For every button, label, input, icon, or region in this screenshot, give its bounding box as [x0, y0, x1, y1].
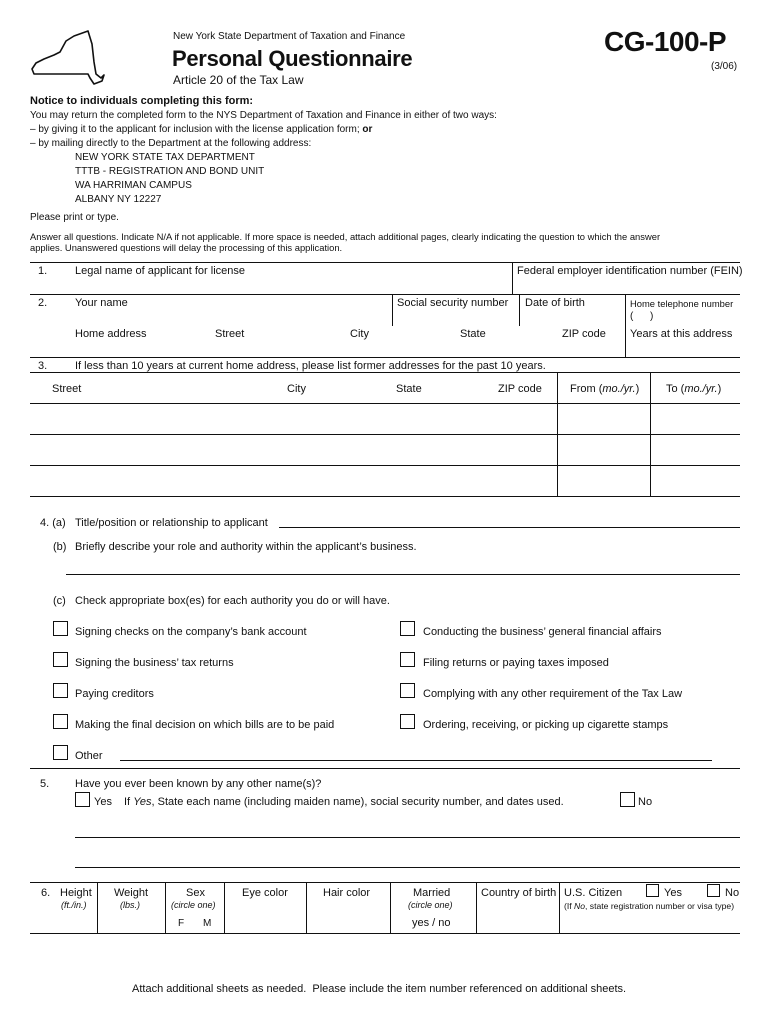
rule	[476, 882, 477, 933]
other-names-no-label: No	[638, 796, 653, 808]
rule	[279, 527, 740, 528]
rule	[30, 882, 740, 883]
rule	[557, 372, 558, 496]
if-yes-word: Yes	[133, 796, 152, 808]
home-phone-label: Home telephone number	[630, 298, 734, 309]
citizen-no-checkbox[interactable]	[707, 884, 720, 897]
rule	[75, 837, 740, 838]
q4c-marker: (c)	[53, 595, 66, 607]
col-zip: ZIP code	[498, 383, 542, 395]
eye-color-label: Eye color	[242, 887, 288, 899]
q2-number: 2.	[38, 297, 48, 309]
years-at-address-input[interactable]	[630, 342, 738, 355]
height-input[interactable]	[40, 915, 94, 929]
q5-number: 5.	[40, 778, 50, 790]
weight-label: Weight	[114, 887, 149, 899]
sex-note: (circle one)	[171, 900, 216, 910]
rule	[390, 882, 391, 933]
rule	[625, 294, 626, 357]
q4-number: 4. (a)	[40, 517, 66, 529]
cigarette-stamps-label: Ordering, receiving, or picking up cigarette stamps	[423, 719, 669, 731]
rule	[75, 867, 740, 868]
q4b-marker: (b)	[53, 541, 67, 553]
rule	[30, 933, 740, 934]
paying-creditors-label: Paying creditors	[75, 688, 154, 700]
role-description-input[interactable]	[68, 558, 738, 573]
country-of-birth-label: Country of birth	[481, 887, 557, 899]
rule	[519, 294, 520, 326]
signing-checks-checkbox[interactable]	[53, 621, 68, 636]
answer-instruction-2: applies. Unanswered questions will delay the processing of this application.	[30, 242, 343, 253]
years-at-address-label: Years at this address	[630, 328, 733, 340]
address-line-4: ALBANY NY 12227	[75, 194, 162, 205]
other-checkbox[interactable]	[53, 745, 68, 760]
q5-label: Have you ever been known by any other name(s)?	[75, 778, 322, 790]
former-address-row-2-input[interactable]	[34, 443, 552, 458]
if-word: If	[124, 796, 131, 808]
col-city: City	[287, 383, 306, 395]
citizen-yes-checkbox[interactable]	[646, 884, 659, 897]
married-options[interactable]: yes / no	[412, 917, 451, 929]
form-number: CG-100-P	[604, 26, 727, 57]
street-label: Street	[215, 328, 245, 340]
rule	[306, 882, 307, 933]
home-address-label: Home address	[75, 328, 147, 340]
q1-number: 1.	[38, 265, 48, 277]
rule	[30, 372, 740, 373]
weight-input[interactable]	[101, 915, 161, 929]
other-authority-input[interactable]	[122, 745, 710, 759]
citizen-yes-label: Yes	[664, 887, 682, 899]
sex-option-m[interactable]: M	[203, 918, 212, 929]
print-instruction: Please print or type.	[30, 212, 119, 223]
paying-creditors-checkbox[interactable]	[53, 683, 68, 698]
sex-option-f[interactable]: F	[178, 918, 185, 929]
fein-label: Federal employer identification number (FEIN)	[517, 265, 743, 277]
home-phone-input[interactable]	[660, 311, 738, 324]
final-decision-bills-checkbox[interactable]	[53, 714, 68, 729]
rule	[30, 403, 740, 404]
home-address-input[interactable]	[75, 342, 620, 355]
phone-area-code: ( )	[630, 311, 654, 322]
rule	[165, 882, 166, 933]
city-label: City	[350, 328, 369, 340]
form-title: Personal Questionnaire	[172, 46, 413, 71]
eye-color-input[interactable]	[229, 915, 302, 929]
rule	[512, 262, 513, 294]
complying-tax-law-checkbox[interactable]	[400, 683, 415, 698]
address-line-2: TTTB - REGISTRATION AND BOND UNIT	[75, 166, 265, 177]
citizen-note-text: , state registration number or visa type)	[585, 901, 735, 911]
title-position-input[interactable]	[282, 512, 737, 526]
notice-or: or	[362, 124, 373, 135]
citizen-note	[564, 901, 734, 911]
rule	[30, 434, 740, 435]
citizen-note-no: No	[574, 901, 586, 911]
former-address-row-2-from-input[interactable]	[562, 443, 646, 458]
dob-input[interactable]	[525, 311, 621, 324]
footer-note: Attach additional sheets as needed. Please include the item number referenced on additional sheets.	[132, 983, 627, 995]
col-from-prefix: From (	[570, 383, 603, 395]
other-names-no-checkbox[interactable]	[620, 792, 635, 807]
hair-color-input[interactable]	[311, 915, 386, 929]
notice-heading: Notice to individuals completing this form:	[30, 95, 254, 107]
rule	[30, 496, 740, 497]
rule	[559, 882, 560, 933]
ssn-label: Social security number	[397, 297, 509, 309]
form-revision: (3/06)	[711, 61, 738, 72]
general-financial-affairs-checkbox[interactable]	[400, 621, 415, 636]
former-address-row-3-input[interactable]	[34, 474, 552, 489]
other-names-yes-checkbox[interactable]	[75, 792, 90, 807]
col-from-unit: mo./yr.	[602, 383, 636, 395]
notice-option-1-text: – by giving it to the applicant for inclusion with the license application form;	[30, 124, 360, 135]
col-to-prefix: To (	[666, 383, 685, 395]
rule	[392, 294, 393, 326]
other-names-yes-label: Yes	[94, 796, 112, 808]
rule	[650, 372, 651, 496]
col-street: Street	[52, 383, 82, 395]
signing-checks-label: Signing checks on the company’s bank account	[75, 626, 307, 638]
former-address-row-2-to-input[interactable]	[655, 443, 737, 458]
signing-tax-returns-checkbox[interactable]	[53, 652, 68, 667]
q4c-label: Check appropriate box(es) for each authority you do or will have.	[75, 595, 390, 607]
other-names-input-1[interactable]	[77, 820, 737, 835]
rule	[30, 768, 740, 769]
legal-name-input[interactable]	[75, 279, 505, 292]
ssn-input[interactable]	[397, 311, 515, 324]
q3-label: If less than 10 years at current home address, please list former addresses for the past 10 years.	[75, 360, 546, 372]
height-unit: (ft./in.)	[61, 900, 87, 910]
q4a-label: Title/position or relationship to applicant	[75, 517, 268, 529]
col-to	[666, 383, 721, 395]
rule	[30, 465, 740, 466]
rule	[30, 294, 740, 295]
state-label: State	[460, 328, 486, 340]
weight-unit: (lbs.)	[120, 900, 140, 910]
your-name-input[interactable]	[75, 311, 385, 324]
rule	[97, 882, 98, 933]
answer-instruction-1: Answer all questions. Indicate N/A if not applicable. If more space is needed, attach additional pages, clearly indicating the question to which the answer	[30, 231, 661, 242]
citizen-note-prefix: (If	[564, 901, 572, 911]
height-label: Height	[60, 887, 92, 899]
zip-label: ZIP code	[562, 328, 606, 340]
col-to-suffix: )	[717, 383, 722, 395]
col-from-suffix: )	[635, 383, 640, 395]
new-york-state-outline-icon	[26, 28, 106, 90]
col-to-unit: mo./yr.	[684, 383, 718, 395]
country-of-birth-input[interactable]	[481, 915, 555, 929]
address-line-1: NEW YORK STATE TAX DEPARTMENT	[75, 152, 255, 163]
hair-color-label: Hair color	[323, 887, 371, 899]
your-name-label: Your name	[75, 297, 128, 309]
filing-returns-checkbox[interactable]	[400, 652, 415, 667]
filing-returns-label: Filing returns or paying taxes imposed	[423, 657, 609, 669]
former-address-row-3-from-input[interactable]	[562, 474, 646, 489]
other-names-input-2[interactable]	[77, 850, 737, 865]
q3-number: 3.	[38, 360, 48, 372]
former-address-row-1-input[interactable]	[34, 412, 552, 427]
dob-label: Date of birth	[525, 297, 585, 309]
other-names-instruction	[124, 796, 564, 808]
rule	[224, 882, 225, 933]
general-financial-affairs-label: Conducting the business’ general financial affairs	[423, 626, 662, 638]
complying-tax-law-label: Complying with any other requirement of the Tax Law	[423, 688, 683, 700]
citizen-label: U.S. Citizen	[564, 887, 623, 899]
citizen-no-label: No	[725, 887, 740, 899]
registration-visa-input[interactable]	[564, 915, 736, 929]
rule	[120, 760, 712, 761]
notice-option-2: – by mailing directly to the Department at the following address:	[30, 138, 312, 149]
rule	[66, 574, 740, 575]
rule	[30, 262, 740, 263]
q4b-label: Briefly describe your role and authority within the applicant’s business.	[75, 541, 417, 553]
rule	[30, 357, 740, 358]
fein-input[interactable]	[517, 279, 737, 292]
q1-label: Legal name of applicant for license	[75, 265, 245, 277]
col-state: State	[396, 383, 422, 395]
married-note: (circle one)	[408, 900, 453, 910]
married-label: Married	[413, 887, 451, 899]
notice-intro: You may return the completed form to the NYS Department of Taxation and Finance in either of two ways:	[30, 110, 497, 121]
q6-number: 6.	[41, 887, 51, 899]
col-from	[570, 383, 639, 395]
final-decision-bills-label: Making the final decision on which bills are to be paid	[75, 719, 335, 731]
former-address-row-1-to-input[interactable]	[655, 412, 737, 427]
signing-tax-returns-label: Signing the business’ tax returns	[75, 657, 234, 669]
form-subtitle: Article 20 of the Tax Law	[173, 73, 304, 87]
former-address-row-3-to-input[interactable]	[655, 474, 737, 489]
other-names-instruction-text: , State each name (including maiden name), social security number, and dates used.	[151, 796, 564, 808]
cigarette-stamps-checkbox[interactable]	[400, 714, 415, 729]
agency-name: New York State Department of Taxation and Finance	[173, 31, 406, 42]
notice-option-1	[30, 124, 372, 135]
other-label: Other	[75, 750, 103, 762]
former-address-row-1-from-input[interactable]	[562, 412, 646, 427]
address-line-3: WA HARRIMAN CAMPUS	[75, 180, 192, 191]
sex-label: Sex	[186, 887, 205, 899]
